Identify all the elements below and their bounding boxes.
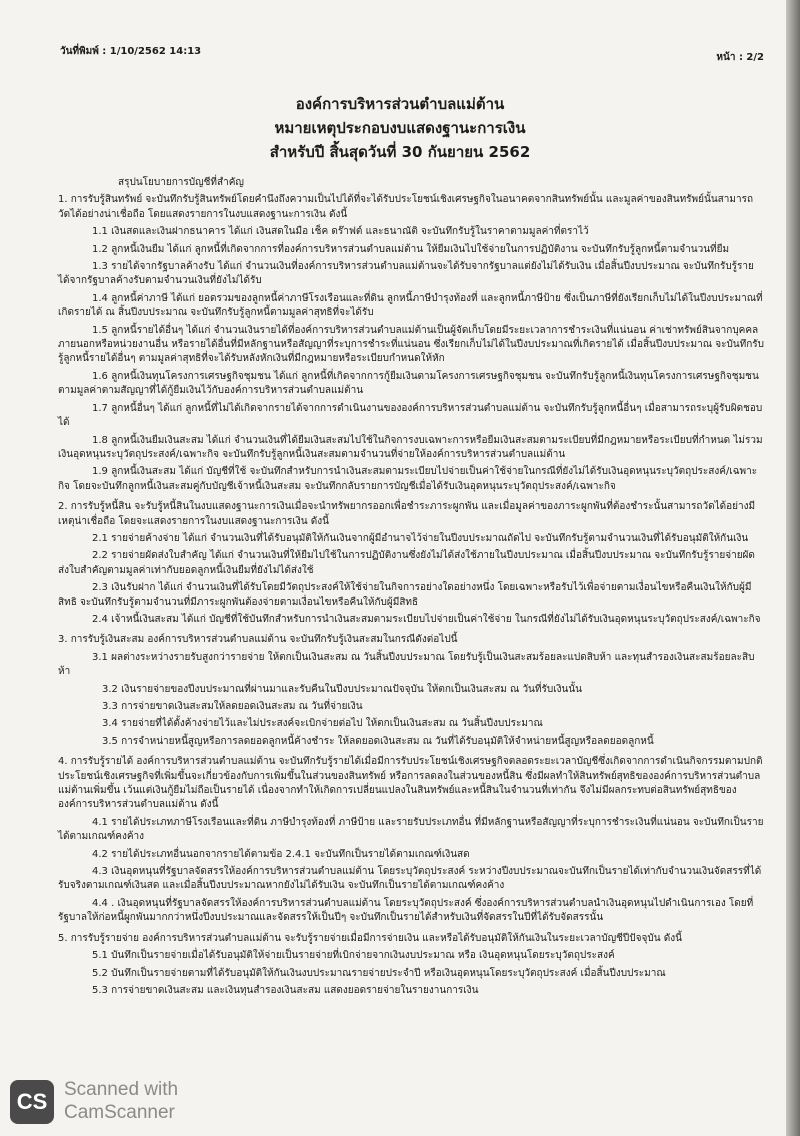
watermark-line2: CamScanner bbox=[64, 1102, 175, 1123]
camscanner-logo-icon: CS bbox=[10, 1080, 54, 1124]
period-title: สำหรับปี สิ้นสุดวันที่ 30 กันยายน 2562 bbox=[269, 143, 531, 161]
section-paragraph: 5. การรับรู้รายจ่าย องค์การบริหารส่วนตำบลแม่ต้าน จะรับรู้รายจ่ายเมื่อมีการจ่ายเงิน และหรือได้รับอนุมัติให้กันเงินในระยะเวลาบัญชีปีปัจจุบัน ดังนี้ bbox=[58, 932, 682, 944]
item-paragraph: 2.1 รายจ่ายค้างจ่าย ได้แก่ จำนวนเงินที่ได้รับอนุมัติให้กันเงินจากผู้มีอำนาจไว้จ่ายในปีงบประมาณถัดไป จะบันทึกรับรู้ตามจำนวนเงินที่ได้รับอนุมัติให้กันเงิน bbox=[92, 532, 749, 544]
page-number: หน้า : 2/2 bbox=[716, 52, 764, 63]
document-titles bbox=[0, 92, 800, 164]
camscanner-watermark bbox=[4, 1076, 244, 1128]
item-paragraph: 1.8 ลูกหนี้เงินยืมเงินสะสม ได้แก่ จำนวนเงินที่ได้ยืมเงินสะสมไปใช้ในกิจการงบเฉพาะการหรือยืมเงินสะสมตามระเบียบที่มีกฎหมายหรือระเบียบที่กำหนด ไม่รวมเงินอุดหนุนระบุวัตถุประสงค์/เฉพาะกิจ จะบันทึกรับรู้ลูกหนี้เงินสะสมตามจำนวนที่จ่ายให้องค์การบริหารส่วนตำบลแม่ต้าน bbox=[58, 434, 763, 460]
item-paragraph: 5.3 การจ่ายขาดเงินสะสม และเงินทุนสำรองเงินสะสม แสดงยอดรายจ่ายในรายงานการเงิน bbox=[92, 984, 479, 996]
item-paragraph: 2.3 เงินรับฝาก ได้แก่ จำนวนเงินที่ได้รับโดยมีวัตถุประสงค์ให้ใช้จ่ายในกิจการอย่างใดอย่างหนึ่ง โดยเฉพาะหรือรับไว้เพื่อจ่ายตามเงื่อนไขหรือคืนเงินให้กับผู้มีสิทธิ จะบันทึกรับรู้ตามจำนวนที่มีภาระผูกพันต้องจ่ายตามเงื่อนไขหรือคืนให้กับผู้มีสิทธิ bbox=[58, 582, 752, 608]
item-paragraph: 5.2 บันทึกเป็นรายจ่ายตามที่ได้รับอนุมัติให้กันเงินงบประมาณรายจ่ายประจำปี หรือเงินอุดหนุนโดยระบุวัตถุประสงค์ เมื่อสิ้นปีงบประมาณ bbox=[92, 967, 666, 979]
section-paragraph: 2. การรับรู้หนี้สิน จะรับรู้หนี้สินในงบแสดงฐานะการเงินเมื่อจะนำทรัพยากรออกเพื่อชำระภาระผูกพัน และเมื่อมูลค่าของภาระผูกพันที่ต้องชำระนั้นสามารถวัดได้อย่างมีเหตุน่าเชื่อถือ โดยจะแสดงรายการในงบแสดงฐานะการเงิน ดังนี้ bbox=[58, 501, 756, 527]
item-paragraph: 2.2 รายจ่ายผัดส่งใบสำคัญ ได้แก่ จำนวนเงินที่ให้ยืมไปใช้ในการปฏิบัติงานซึ่งยังไม่ได้ส่งใช้ภายในปีงบประมาณ เมื่อสิ้นปีงบประมาณ จะบันทึกรับรู้รายจ่ายผัดส่งใบสำคัญตามมูลค่าเท่ากับยอดลูกหนี้เงินยืมที่ยังไม่ได้ส่งใช้ bbox=[58, 550, 755, 576]
document-body bbox=[58, 176, 764, 1001]
watermark-text bbox=[64, 1078, 178, 1124]
item-paragraph: 1.2 ลูกหนี้เงินยืม ได้แก่ ลูกหนี้ที่เกิดจากการที่องค์การบริหารส่วนตำบลแม่ต้าน ให้ยืมเงินไปใช้จ่ายในการปฏิบัติงาน จะบันทึกรับรู้ลูกหนี้ตามจำนวนที่ยืม bbox=[92, 243, 730, 255]
section-heading: สรุปนโยบายการบัญชีที่สำคัญ bbox=[118, 177, 244, 188]
section-paragraph: 1. การรับรู้สินทรัพย์ จะบันทึกรับรู้สินทรัพย์โดยคำนึงถึงความเป็นไปได้ที่จะได้รับประโยชน์เชิงเศรษฐกิจในอนาคตจากสินทรัพย์นั้น และมูลค่าของสินทรัพย์นั้นสามารถวัดได้อย่างน่าเชื่อถือ โดยแสดงรายการในงบแสดงฐานะการเงิน ดังนี้ bbox=[58, 194, 754, 220]
item-paragraph: 1.5 ลูกหนี้รายได้อื่นๆ ได้แก่ จำนวนเงินรายได้ที่องค์การบริหารส่วนตำบลแม่ต้านเป็นผู้จัดเก็บโดยมีระยะเวลาการชำระเงินที่แน่นอน ค่าเช่าทรัพย์สินจากบุคคลภายนอกหรือหน่วยงานอื่น หรือรายได้อื่นที่มีหลักฐานหรือสัญญาที่ระบุการชำระที่แน่นอน ซึ่งเรียกเก็บไม่ได้ในปีงบประมาณที่เกิดรายได้ เมื่อสิ้นปีงบประมาณ จะบันทึกรับรู้ลูกหนี้รายได้อื่นๆ ตามมูลค่าสุทธิที่จะได้รับหลังหักเงินที่มีกฎหมายหรือระเบียบกำหนดให้หัก bbox=[58, 324, 765, 365]
item-paragraph: 1.6 ลูกหนี้เงินทุนโครงการเศรษฐกิจชุมชน ได้แก่ ลูกหนี้ที่เกิดจากการกู้ยืมเงินตามโครงการเศรษฐกิจชุมชน จะบันทึกรับรู้ลูกหนี้เงินทุนโครงการเศรษฐกิจชุมชนตามมูลค่าตามสัญญาที่ได้กู้ยืมเงินไว้กับองค์การบริหารส่วนตำบลแม่ต้าน bbox=[58, 370, 759, 397]
item-paragraph: 1.3 รายได้จากรัฐบาลค้างรับ ได้แก่ จำนวนเงินที่องค์การบริหารส่วนตำบลแม่ต้านจะได้รับจากรัฐบาลแต่ยังไม่ได้รับเงิน เมื่อสิ้นปีงบประมาณ จะบันทึกรับรู้รายได้จากรัฐบาลค้างรับตามจำนวนเงินที่ยังไม่ได้รับ bbox=[58, 261, 754, 287]
item-paragraph: 3.4 รายจ่ายที่ได้ตั้งค้างจ่ายไว้และไม่ประสงค์จะเบิกจ่ายต่อไป ให้ตกเป็นเงินสะสม ณ วันสิ้นปีงบประมาณ bbox=[102, 718, 543, 730]
item-paragraph: 4.4 . เงินอุดหนุนที่รัฐบาลจัดสรรให้องค์การบริหารส่วนตำบลแม่ต้าน โดยระบุวัตถุประสงค์ ซึ่งองค์การบริหารส่วนตำบลนำเงินอุดหนุนไปดำเนินการเอง โดยที่รัฐบาลให้ก่อหนี้ผูกพันมากกว่าหนึ่งปีงบประมาณและจัดสรรให้เป็นปีๆ จะบันทึกเป็นรายได้สำหรับเงินที่จัดสรรในปีที่ได้รับจัดสรรนั้น bbox=[58, 897, 754, 924]
item-paragraph: 3.2 เงินรายจ่ายของปีงบประมาณที่ผ่านมาและรับคืนในปีงบประมาณปัจจุบัน ให้ตกเป็นเงินสะสม ณ วันที่รับเงินนั้น bbox=[102, 683, 583, 695]
item-paragraph: 4.3 เงินอุดหนุนที่รัฐบาลจัดสรรให้องค์การบริหารส่วนตำบลแม่ต้าน โดยระบุวัตถุประสงค์ ระหว่างปีงบประมาณจะบันทึกเป็นรายได้เท่ากับจำนวนเงินจัดสรรที่ได้รับจริงตามเกณฑ์เงินสด และเมื่อสิ้นปีงบประมาณหากยังไม่ได้รับเงิน จะบันทึกเป็นรายได้ตามเกณฑ์คงค้าง bbox=[58, 866, 762, 892]
section-paragraph: 4. การรับรู้รายได้ องค์การบริหารส่วนตำบลแม่ต้าน จะบันทึกรับรู้รายได้เมื่อมีการรับประโยชน์เชิงเศรษฐกิจตลอดระยะเวลาบัญชีซึ่งเกิดจากการดำเนินกิจกรรมตามปกติ ประโยชน์เชิงเศรษฐกิจที่เพิ่มขึ้นจะเกี่ยวข้องกับการเพิ่มขึ้นในส่วนของสินทรัพย์ หรือการลดลงในส่วนของหนี้สิน ซึ่งมีผลทำให้สินทรัพย์สุทธิขององค์การบริหารส่วนตำบลแม่ต้านเพิ่มขึ้น เว้นแต่เงินกู้ยืมไม่ถือเป็นรายได้ เนื่องจากทำให้เกิดการเปลี่ยนแปลงในสินทรัพย์และหนี้สินในจำนวนที่เท่ากัน จึงไม่มีผลกระทบต่อสินทรัพย์สุทธิขององค์การบริหารส่วนตำบลแม่ต้าน ดังนี้ bbox=[58, 756, 763, 811]
item-paragraph: 3.5 การจำหน่ายหนี้สูญหรือการลดยอดลูกหนี้ค้างชำระ ให้ลดยอดเงินสะสม ณ วันที่ได้รับอนุมัติให้จำหน่ายหนี้สูญหรือลดยอดลูกหนี้ bbox=[102, 735, 654, 747]
item-paragraph: 2.4 เจ้าหนี้เงินสะสม ได้แก่ บัญชีที่ใช้บันทึกสำหรับการนำเงินสะสมตามระเบียบไปจ่ายเป็นค่าใช้จ่าย ในกรณีที่ยังไม่ได้รับเงินอุดหนุนระบุวัตถุประสงค์/เฉพาะกิจ bbox=[92, 613, 761, 625]
item-paragraph: 1.4 ลูกหนี้ค่าภาษี ได้แก่ ยอดรวมของลูกหนี้ค่าภาษีโรงเรือนและที่ดิน ลูกหนี้ภาษีบำรุงท้องที่ และลูกหนี้ภาษีป้าย ซึ่งเป็นภาษีที่ยังเรียกเก็บไม่ได้ในปีงบประมาณที่เกิดรายได้ ณ สิ้นปีงบประมาณ จะบันทึกรับรู้ลูกหนี้ตามมูลค่าสุทธิที่จะได้รับ bbox=[58, 292, 763, 319]
watermark-line1: Scanned with bbox=[64, 1079, 179, 1100]
item-paragraph: 4.2 รายได้ประเภทอื่นนอกจากรายได้ตามข้อ 2.4.1 จะบันทึกเป็นรายได้ตามเกณฑ์เงินสด bbox=[92, 848, 470, 860]
item-paragraph: 1.7 ลูกหนี้อื่นๆ ได้แก่ ลูกหนี้ที่ไม่ได้เกิดจากรายได้จากการดำเนินงานขององค์การบริหารส่วนตำบลแม่ต้าน จะบันทึกรับรู้ลูกหนี้อื่นๆ เมื่อสามารถระบุผู้รับผิดชอบได้ bbox=[58, 402, 763, 429]
doc-title: หมายเหตุประกอบงบแสดงฐานะการเงิน bbox=[274, 119, 526, 137]
item-paragraph: 1.1 เงินสดและเงินฝากธนาคาร ได้แก่ เงินสดในมือ เช็ค ดร๊าฟต์ และธนาณัติ จะบันทึกรับรู้ในราคาตามมูลค่าที่ตราไว้ bbox=[92, 226, 589, 238]
print-date: วันที่พิมพ์ : 1/10/2562 14:13 bbox=[60, 46, 202, 57]
org-title: องค์การบริหารส่วนตำบลแม่ต้าน bbox=[295, 95, 505, 113]
item-paragraph: 3.3 การจ่ายขาดเงินสะสมให้ลดยอดเงินสะสม ณ วันที่จ่ายเงิน bbox=[102, 701, 363, 712]
page-edge-shadow bbox=[786, 0, 800, 1136]
section-paragraph: 3. การรับรู้เงินสะสม องค์การบริหารส่วนตำบลแม่ต้าน จะบันทึกรับรู้เงินสะสมในกรณีดังต่อไปนี้ bbox=[58, 634, 458, 646]
item-paragraph: 5.1 บันทึกเป็นรายจ่ายเมื่อได้รับอนุมัติให้จ่ายเป็นรายจ่ายที่เบิกจ่ายจากเงินงบประมาณ หรือ เงินอุดหนุนโดยระบุวัตถุประสงค์ bbox=[92, 950, 615, 962]
item-paragraph: 4.1 รายได้ประเภทภาษีโรงเรือนและที่ดิน ภาษีบำรุงท้องที่ ภาษีป้าย และรายรับประเภทอื่น ที่มีหลักฐานหรือสัญญาที่ระบุการชำระเงินที่แน่นอน จะบันทึกเป็นรายได้ตามเกณฑ์คงค้าง bbox=[58, 816, 764, 843]
item-paragraph: 3.1 ผลต่างระหว่างรายรับสูงกว่ารายจ่าย ให้ตกเป็นเงินสะสม ณ วันสิ้นปีงบประมาณ โดยรับรู้เป็นเงินสะสมร้อยละแปดสิบห้า และทุนสำรองเงินสะสมร้อยละสิบห้า bbox=[58, 651, 755, 678]
item-paragraph: 1.9 ลูกหนี้เงินสะสม ได้แก่ บัญชีที่ใช้ จะบันทึกสำหรับการนำเงินสะสมตามระเบียบไปจ่ายเป็นค่าใช้จ่ายในกรณีที่ยังไม่ได้รับเงินอุดหนุนระบุวัตถุประสงค์/เฉพาะกิจ โดยจะบันทึกลูกหนี้เงินสะสมคู่กับบัญชีเจ้าหนี้เงินสะสม จะบันทึกกลับรายการบัญชีเมื่อได้รับเงินอุดหนุนระบุวัตถุประสงค์/เฉพาะกิจ bbox=[58, 466, 758, 492]
